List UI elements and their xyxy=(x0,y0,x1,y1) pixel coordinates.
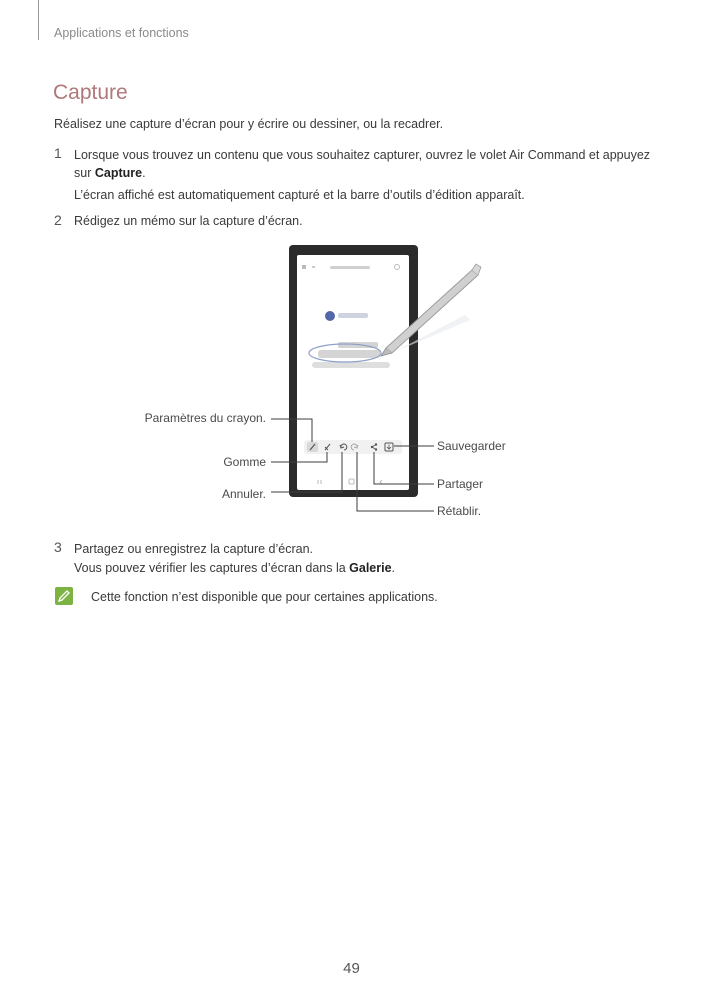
step-3-number: 3 xyxy=(54,539,62,555)
capture-term: Capture xyxy=(94,166,143,180)
editing-toolbar xyxy=(304,440,402,454)
phone-screen xyxy=(297,255,409,490)
section-title: Capture xyxy=(53,81,128,104)
step-2-number: 2 xyxy=(54,212,62,228)
step-1-line2-prefix: sur xyxy=(74,166,95,180)
callout-share: Partager xyxy=(437,477,484,491)
page-number: 49 xyxy=(343,960,360,977)
note-icon xyxy=(54,586,74,606)
step-1-line1: Lorsque vous trouvez un contenu que vous souhaitez capturer, ouvrez le volet Air Command et appuyez xyxy=(74,148,651,162)
step-1-number: 1 xyxy=(54,145,62,161)
callout-undo: Annuler. xyxy=(221,487,266,501)
note-text: Cette fonction n’est disponible que pour certaines applications. xyxy=(91,590,438,604)
step-3-sub xyxy=(74,559,395,577)
step-2-text: Rédigez un mémo sur la capture d’écran. xyxy=(74,214,303,228)
step-1-line2-suffix: . xyxy=(142,166,146,180)
step-3-text: Partagez ou enregistrez la capture d’écran. xyxy=(74,542,314,556)
running-head: Applications et fonctions xyxy=(54,26,189,40)
step-1-sub: L’écran affiché est automatiquement capturé et la barre d’outils d’édition apparaît. xyxy=(74,188,525,202)
callout-redo: Rétablir. xyxy=(437,504,482,518)
callout-eraser: Gomme xyxy=(223,455,266,469)
step-3-sub-prefix: Vous pouvez vérifier les captures d’écran dans la xyxy=(74,561,350,575)
callout-pen-settings: Paramètres du crayon. xyxy=(144,411,266,425)
section-intro: Réalisez une capture d’écran pour y écrire ou dessiner, ou la recadrer. xyxy=(54,117,444,131)
step-3-sub-suffix: . xyxy=(391,561,396,575)
gallery-term: Galerie xyxy=(349,561,392,575)
callout-save: Sauvegarder xyxy=(437,439,506,453)
